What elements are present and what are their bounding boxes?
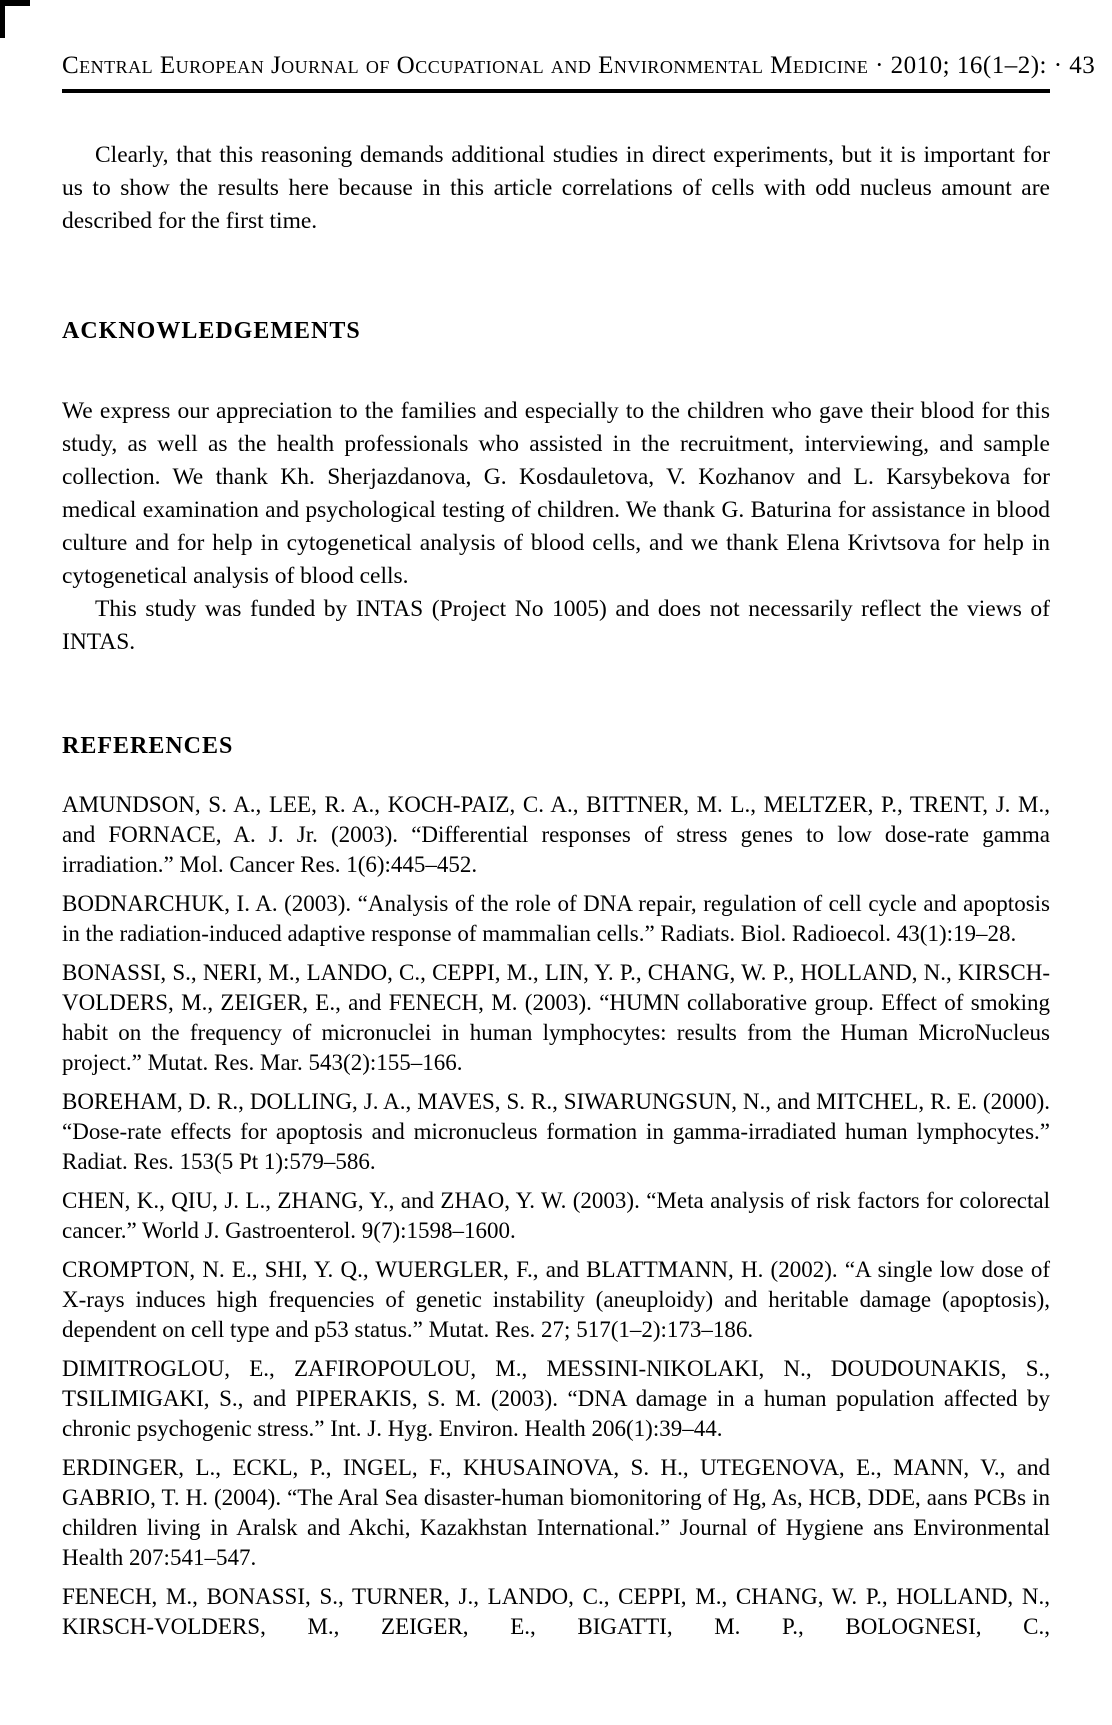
- scan-artifact: [0, 6, 5, 38]
- acknowledgements-paragraph-1: We express our appreciation to the families and especially to the children who gave their blood for this study, as well as the health professionals who assisted in the recruitment, interviewing, and sample collection. We thank Kh. Sherjazdanova, G. Kosdauletova, V. Kozhanov and L. Karsybekova for medical examination and psychological testing of children. We thank G. Baturina for assistance in blood culture and for help in cytogenetical analysis of blood cells, and we thank Elena Krivtsova for help in cytogenetical analysis of blood cells.: [62, 398, 1050, 589]
- page-header: [62, 52, 1096, 93]
- running-head: Central European Journal of Occupational and Environmental Medicine · 2010; 16(1–2): · 43: [62, 52, 1096, 79]
- reference-list: [62, 790, 1050, 1642]
- reference-item: BONASSI, S., NERI, M., LANDO, C., CEPPI, M., LIN, Y. P., CHANG, W. P., HOLLAND, N., KIRSCH-VOLDERS, M., ZEIGER, E., and FENECH, M. (2003). “HUMN collaborative group. Effect of smoking habit on the frequency of micronuclei in human lymphocytes: results from the Human MicroNucleus project.” Mutat. Res. Mar. 543(2):155–166.: [62, 960, 1050, 1075]
- page-body: [62, 139, 1050, 1642]
- reference-item: BODNARCHUK, I. A. (2003). “Analysis of the role of DNA repair, regulation of cell cycle and apoptosis in the radiation-induced adaptive response of mammalian cells.” Radiats. Biol. Radioecol. 43(1):19–28.: [62, 891, 1050, 946]
- reference-item: DIMITROGLOU, E., ZAFIROPOULOU, M., MESSINI-NIKOLAKI, N., DOUDOUNAKIS, S., TSILIMIGAKI, S., and PIPERAKIS, S. M. (2003). “DNA damage in a human population affected by chronic psychogenic stress.” Int. J. Hyg. Environ. Health 206(1):39–44.: [62, 1356, 1050, 1441]
- reference-item: ERDINGER, L., ECKL, P., INGEL, F., KHUSAINOVA, S. H., UTEGENOVA, E., MANN, V., and GABRIO, T. H. (2004). “The Aral Sea disaster-human biomonitoring of Hg, As, HCB, DDE, aans PCBs in children living in Aralsk and Akchi, Kazakhstan International.” Journal of Hygiene ans Environmental Health 207:541–547.: [62, 1455, 1050, 1570]
- acknowledgements-heading: ACKNOWLEDGEMENTS: [62, 318, 361, 344]
- reference-item: AMUNDSON, S. A., LEE, R. A., KOCH-PAIZ, C. A., BITTNER, M. L., MELTZER, P., TRENT, J. M., and FORNACE, A. J. Jr. (2003). “Differential responses of stress genes to low dose-rate gamma irradiation.” Mol. Cancer Res. 1(6):445–452.: [62, 792, 1050, 877]
- reference-item: FENECH, M., BONASSI, S., TURNER, J., LANDO, C., CEPPI, M., CHANG, W. P., HOLLAND, N., KIRSCH-VOLDERS, M., ZEIGER, E., BIGATTI, M. P., BOLOGNESI, C.,: [62, 1584, 1050, 1639]
- intro-paragraph: Clearly, that this reasoning demands additional studies in direct experiments, but it is important for us to show the results here because in this article correlations of cells with odd nucleus amount are described for the first time.: [62, 142, 1050, 234]
- references-heading: REFERENCES: [62, 733, 234, 759]
- reference-item: CHEN, K., QIU, J. L., ZHANG, Y., and ZHAO, Y. W. (2003). “Meta analysis of risk factors for colorectal cancer.” World J. Gastroenterol. 9(7):1598–1600.: [62, 1188, 1050, 1243]
- header-rule: [62, 89, 1050, 93]
- reference-item: CROMPTON, N. E., SHI, Y. Q., WUERGLER, F., and BLATTMANN, H. (2002). “A single low dose of X-rays induces high frequencies of genetic instability (aneuploidy) and heritable damage (apoptosis), dependent on cell type and p53 status.” Mutat. Res. 27; 517(1–2):173–186.: [62, 1257, 1050, 1342]
- reference-item: BOREHAM, D. R., DOLLING, J. A., MAVES, S. R., SIWARUNGSUN, N., and MITCHEL, R. E. (2000). “Dose-rate effects for apoptosis and micronucleus formation in gamma-irradiated human lymphocytes.” Radiat. Res. 153(5 Pt 1):579–586.: [62, 1089, 1050, 1174]
- acknowledgements-paragraph-2: This study was funded by INTAS (Project No 1005) and does not necessarily reflect the views of INTAS.: [62, 596, 1050, 655]
